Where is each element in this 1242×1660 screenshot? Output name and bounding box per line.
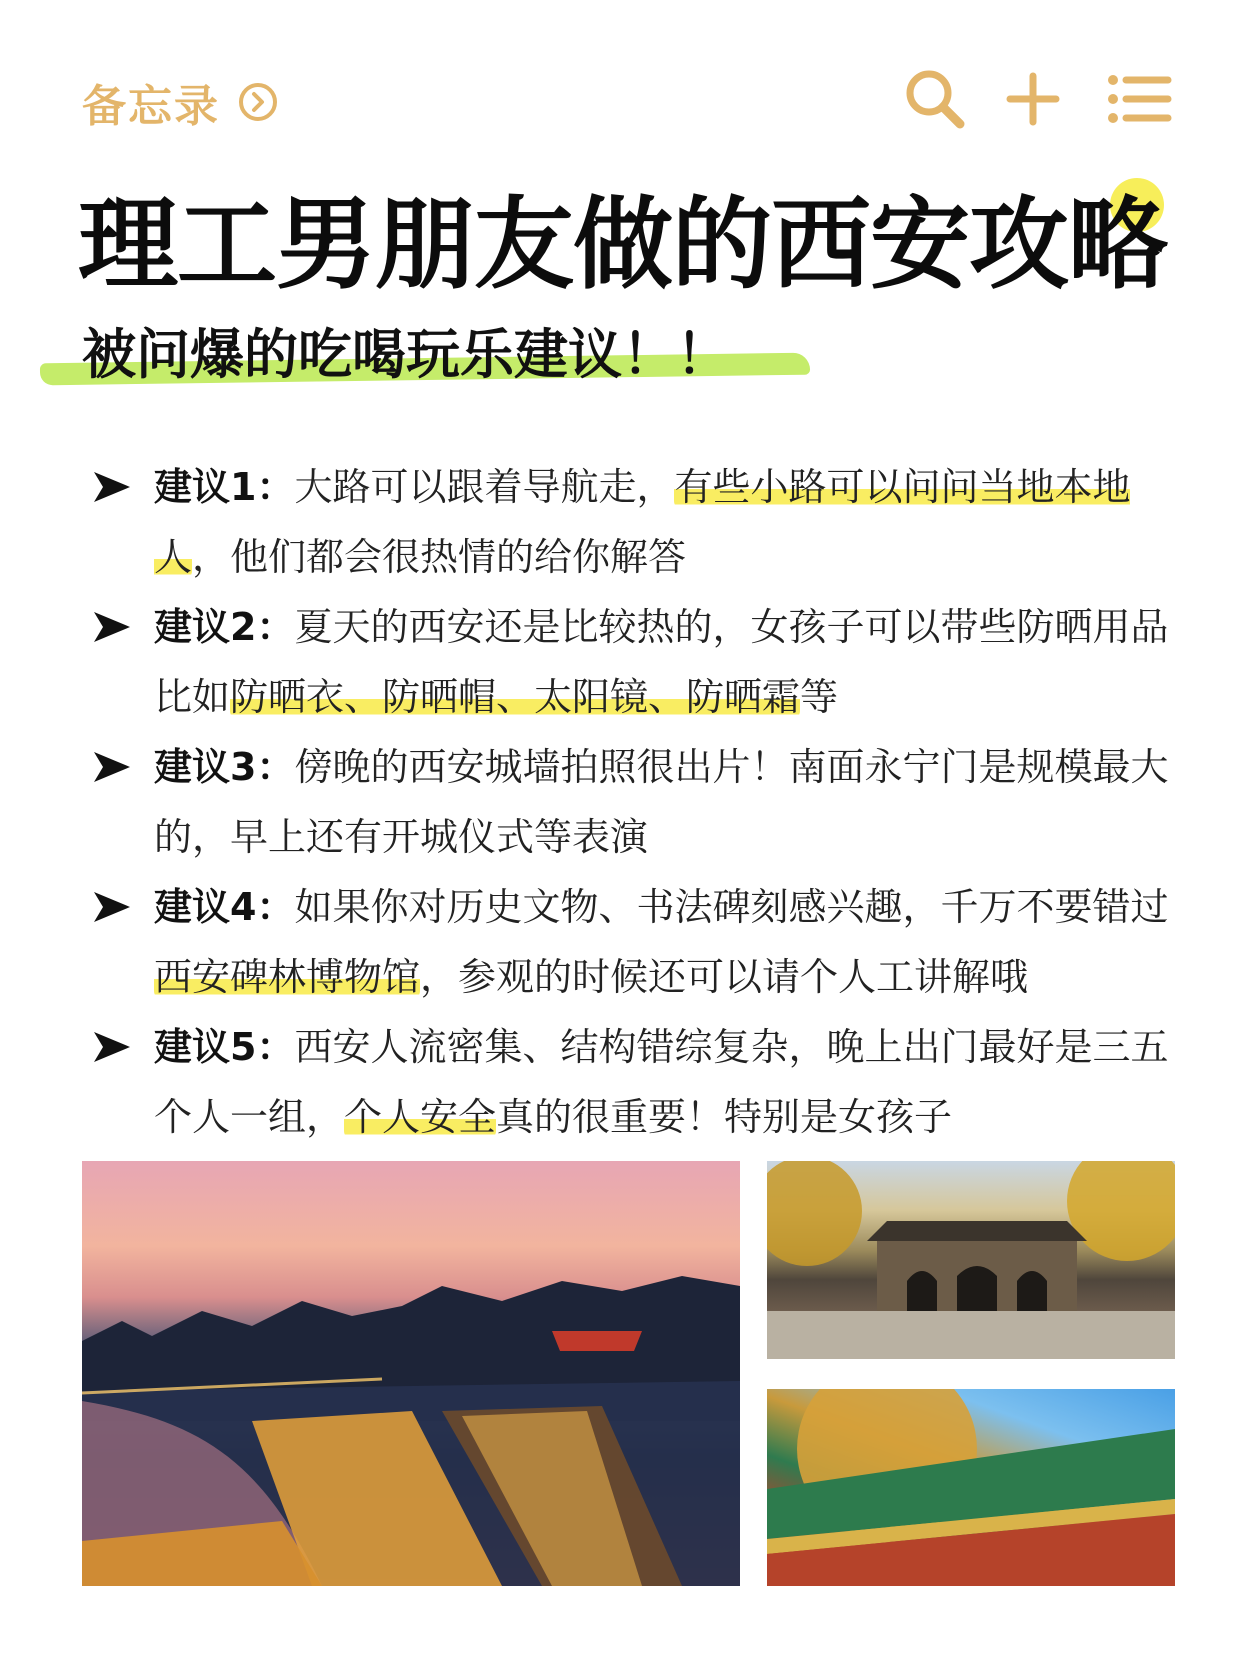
tip-label: 建议4： <box>154 885 295 929</box>
tip-text: 西安人流密集、结构错综复杂，晚上出门最好是三五个人一组， <box>154 1025 1169 1139</box>
photo-museum-gate[interactable] <box>767 1161 1175 1359</box>
tip-highlight: 有些小路可以问问当地本地人 <box>154 465 1131 579</box>
tip-text: 夏天的西安还是比较热的，女孩子可以带些防晒用品比如 <box>154 605 1169 719</box>
arrow-bullet-icon <box>94 892 130 922</box>
tip-highlight: 西安碑林博物馆 <box>154 955 421 999</box>
subtitle: 被问爆的吃喝玩乐建议！！ <box>82 323 730 386</box>
tip-item <box>94 1012 1184 1152</box>
tip-highlight: 个人安全 <box>344 1095 497 1139</box>
photo-temple-roof[interactable] <box>767 1389 1175 1586</box>
tips-list <box>94 452 1184 1152</box>
tip-text: ，参观的时候还可以请个人工讲解哦 <box>420 955 1029 999</box>
plus-icon <box>1000 66 1066 132</box>
chevron-right-circle-icon <box>238 82 278 122</box>
tip-item <box>94 872 1184 1012</box>
search-icon <box>902 66 968 132</box>
tip-label: 建议1： <box>154 465 295 509</box>
back-to-notes-button[interactable] <box>82 70 278 134</box>
subtitle-block <box>40 312 810 392</box>
tip-label: 建议2： <box>154 605 295 649</box>
page-title: 理工男朋友做的西安攻略 <box>78 186 1167 303</box>
app-title: 备忘录 <box>82 81 220 132</box>
tip-text: ，他们都会很热情的给你解答 <box>192 535 687 579</box>
photo-night-riverside[interactable] <box>82 1161 740 1586</box>
tip-text: 等 <box>800 675 839 719</box>
tip-highlight: 防晒衣、防晒帽、太阳镜、防晒霜 <box>230 675 801 719</box>
tip-item <box>94 592 1184 732</box>
tip-item <box>94 732 1184 872</box>
arrow-bullet-icon <box>94 612 130 642</box>
photo-drawing <box>82 1161 740 1586</box>
tip-text: 大路可以跟着导航走， <box>294 465 675 509</box>
add-note-button[interactable] <box>1000 66 1066 132</box>
top-bar <box>0 0 1242 200</box>
photo-drawing <box>767 1161 1175 1359</box>
arrow-bullet-icon <box>94 752 130 782</box>
tip-text: 如果你对历史文物、书法碑刻感兴趣，千万不要错过 <box>294 885 1169 929</box>
tip-label: 建议3： <box>154 745 295 789</box>
arrow-bullet-icon <box>94 1032 130 1062</box>
tip-item <box>94 452 1184 592</box>
tip-text: 傍晚的西安城墙拍照很出片！南面永宁门是规模最大的，早上还有开城仪式等表演 <box>154 745 1169 859</box>
tip-text: 真的很重要！特别是女孩子 <box>496 1095 953 1139</box>
arrow-bullet-icon <box>94 472 130 502</box>
menu-button[interactable] <box>1106 66 1172 132</box>
photo-drawing <box>767 1389 1175 1586</box>
list-icon <box>1106 66 1172 132</box>
tip-label: 建议5： <box>154 1025 295 1069</box>
search-button[interactable] <box>902 66 968 132</box>
